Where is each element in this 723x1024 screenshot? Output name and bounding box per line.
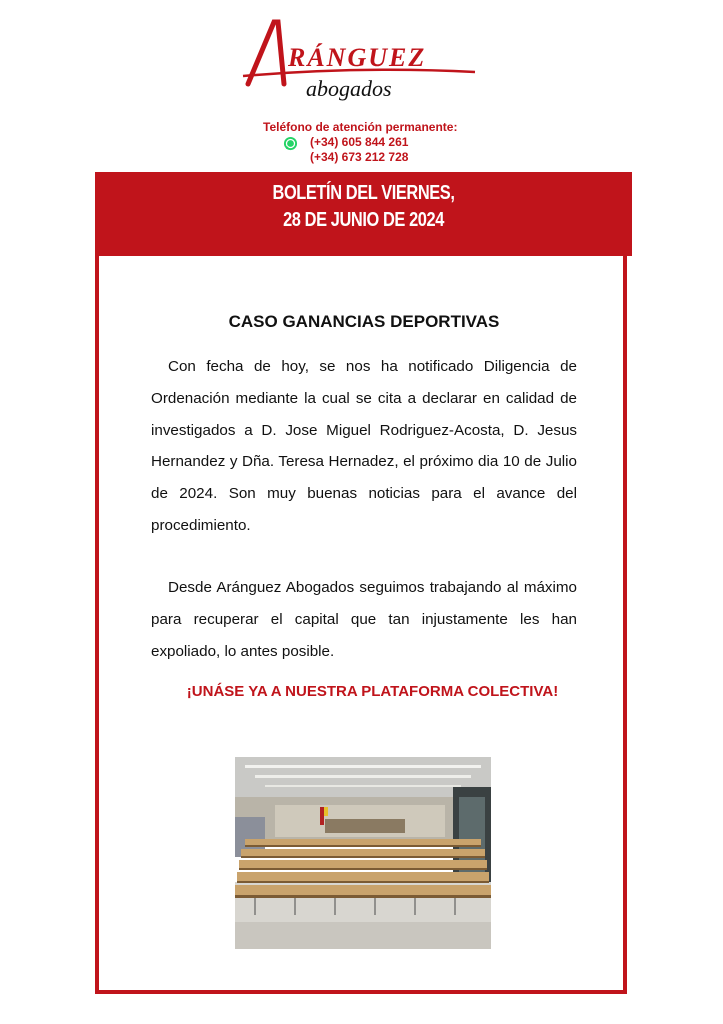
cta-text: ¡UNÁSE YA A NUESTRA PLATAFORMA COLECTIVA! xyxy=(186,683,559,700)
svg-text:abogados: abogados xyxy=(306,76,392,101)
aranguez-logo xyxy=(240,14,490,106)
svg-text:RÁNGUEZ: RÁNGUEZ xyxy=(288,43,427,72)
bulletin-title-line1: BOLETÍN DEL VIERNES, xyxy=(272,182,455,204)
contact-label: Teléfono de atención permanente: xyxy=(263,120,458,134)
case-heading: CASO GANANCIAS DEPORTIVAS xyxy=(228,312,500,331)
bulletin-title-line2: 28 DE JUNIO DE 2024 xyxy=(283,209,444,231)
courtroom-photo xyxy=(235,757,491,949)
article-paragraph-2: Desde Aránguez Abogados seguimos trabajando al máximo para recuperar el capital que tan injustamente les han expoliado, lo antes posible. xyxy=(151,579,577,660)
phone-1 xyxy=(263,135,503,150)
article-paragraph-1: Con fecha de hoy, se nos ha notificado Diligencia de Ordenación mediante la cual se cita a declarar en calidad de investigados a D. Jose Miguel Rodriguez-Acosta, D. Jesus Hernandez y Dña. Teresa Hernadez, el próximo dia 10 de Julio de 2024. Son muy buenas noticias para el avance del procedimiento. xyxy=(151,358,577,534)
whatsapp-icon xyxy=(283,136,298,151)
bulletin-header xyxy=(95,172,632,256)
phone-number[interactable]: (+34) 673 212 728 xyxy=(310,150,409,164)
phone-number[interactable]: (+34) 605 844 261 xyxy=(310,135,409,149)
phone-2 xyxy=(263,150,503,165)
contact-info xyxy=(263,120,503,165)
